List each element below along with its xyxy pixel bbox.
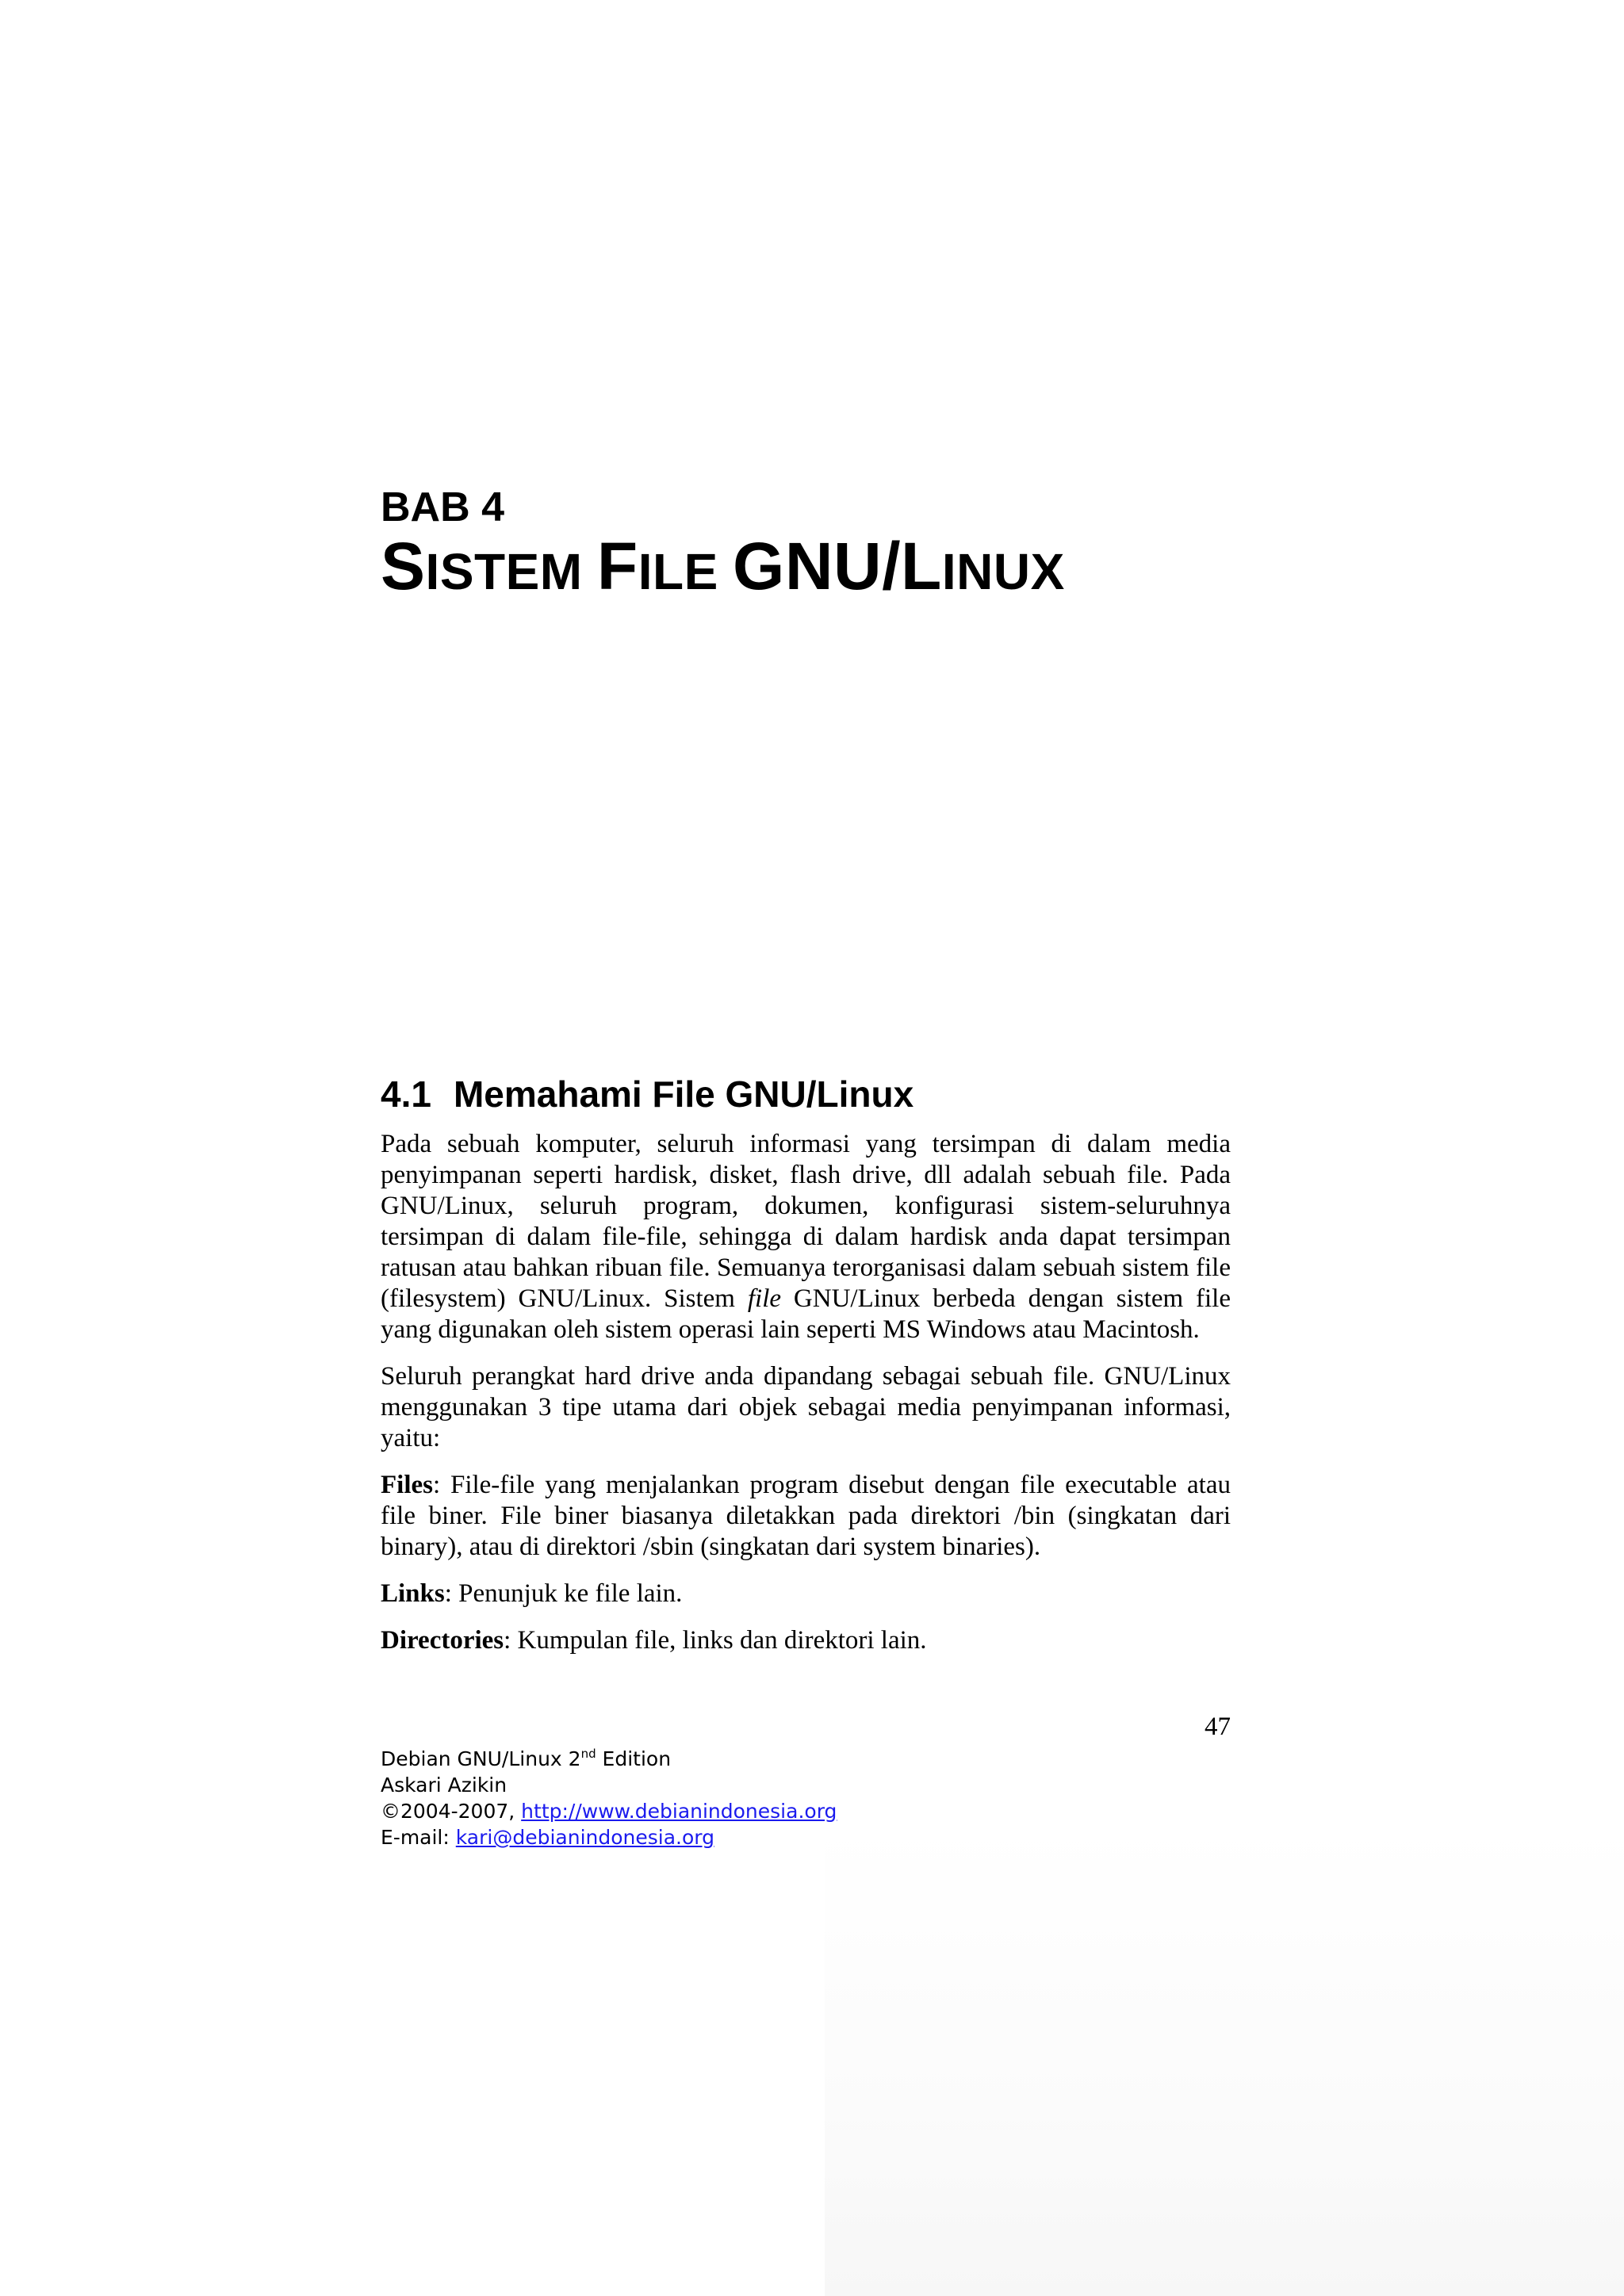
footer-copyright: ©2004-2007, http://www.debianindonesia.org (381, 1800, 837, 1823)
chapter-title (381, 529, 1332, 605)
chapter-title-word: SISTEM (381, 529, 583, 603)
footer-book-title: Debian GNU/Linux 2nd Edition (381, 1747, 672, 1770)
section-number: 4.1 (381, 1073, 431, 1115)
section-content (381, 1070, 1231, 1672)
directories-definition: Directories: Kumpulan file, links dan direktori lain. (381, 1626, 927, 1655)
page-shadow (825, 1823, 1624, 2296)
intro-paragraph: Pada sebuah komputer, seluruh informasi yang tersimpan di dalam media penyimpanan seperti hardisk, disket, flash drive, dll adalah sebuah file. Pada GNU/Linux, seluruh program, dokumen, konfigurasi sistem-seluruhnya tersimpan di dalam file-file, sehingga di dalam hardisk anda dapat tersimpan ratusan atau bahkan ribuan file. Semuanya terorganisasi dalam sebuah sistem file (filesystem) GNU/Linux. Sistem file GNU/Linux berbeda dengan sistem file yang digunakan oleh sistem operasi lain seperti MS Windows atau Macintosh. (381, 1130, 1231, 1344)
italic-term: file (747, 1284, 782, 1313)
files-term: Files (381, 1471, 433, 1499)
section-heading (381, 1070, 1231, 1118)
footer-author: Askari Azikin (381, 1774, 508, 1797)
footer-email: E-mail: kari@debianindonesia.org (381, 1826, 714, 1849)
email-link[interactable]: kari@debianindonesia.org (455, 1826, 714, 1849)
page-footer (381, 1741, 837, 1850)
object-types-paragraph: Seluruh perangkat hard drive anda dipandang sebagai sebuah file. GNU/Linux menggunakan 3 tipe utama dari objek sebagai media penyimpanan informasi, yaitu: (381, 1362, 1231, 1452)
links-definition: Links: Penunjuk ke file lain. (381, 1579, 683, 1608)
page-number: 47 (1205, 1712, 1231, 1741)
chapter-title-word: GNU/LINUX (733, 529, 1065, 603)
chapter-number: BAB 4 (381, 484, 505, 530)
chapter-title-word: FILE (596, 529, 718, 603)
links-term: Links (381, 1579, 445, 1608)
directories-term: Directories (381, 1626, 504, 1655)
section-title: Memahami File GNU/Linux (453, 1073, 914, 1115)
files-definition: Files: File-file yang menjalankan program disebut dengan file executable atau file biner. File biner biasanya diletakkan pada direktori /bin (singkatan dari binary), atau di direktori /sbin (singkatan dari system binaries). (381, 1471, 1231, 1561)
website-link[interactable]: http://www.debianindonesia.org (521, 1800, 837, 1823)
chapter-header (381, 482, 1332, 605)
